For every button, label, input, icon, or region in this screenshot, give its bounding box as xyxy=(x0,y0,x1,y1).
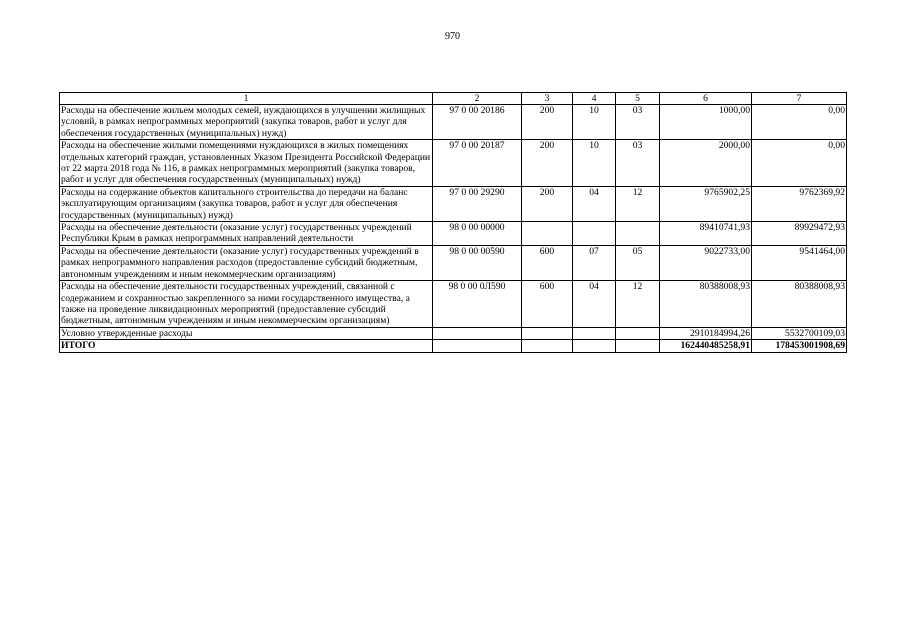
budget-table xyxy=(59,92,847,353)
amount-year-2: 0,00 xyxy=(752,105,847,140)
table-row xyxy=(60,281,847,328)
expense-type-code: 600 xyxy=(522,281,573,328)
table-row xyxy=(60,245,847,280)
total-empty-cell xyxy=(522,340,573,352)
total-row xyxy=(60,340,847,352)
section-code: 10 xyxy=(573,105,616,140)
header-col-1: 1 xyxy=(60,93,433,105)
table-row xyxy=(60,140,847,187)
total-empty-cell xyxy=(433,340,522,352)
expense-type-code xyxy=(522,222,573,246)
amount-year-1: 80388008,93 xyxy=(660,281,752,328)
expense-type-code: 600 xyxy=(522,245,573,280)
header-col-2: 2 xyxy=(433,93,522,105)
target-article-code: 97 0 00 20187 xyxy=(433,140,522,187)
expense-name: Условно утвержденные расходы xyxy=(60,327,433,339)
amount-year-1: 89410741,93 xyxy=(660,222,752,246)
header-col-6: 6 xyxy=(660,93,752,105)
subsection-code: 12 xyxy=(616,281,660,328)
total-amount-year-2: 178453001908,69 xyxy=(752,340,847,352)
page-number: 970 xyxy=(445,31,460,42)
target-article-code: 97 0 00 29290 xyxy=(433,186,522,221)
expense-name: Расходы на обеспечение жилыми помещениями нуждающихся в жилых помещениях отдельных категорий граждан, установленных Указом Президента Российской Федерации от 22 марта 2018 года № 116, в рамках непрограммных мероприятий (закупка товаров, работ и услуг для обеспечения государственных (муниципальных) нужд) xyxy=(60,140,433,187)
subsection-code: 03 xyxy=(616,140,660,187)
amount-year-1: 2910184994,26 xyxy=(660,327,752,339)
header-col-5: 5 xyxy=(616,93,660,105)
amount-year-1: 1000,00 xyxy=(660,105,752,140)
amount-year-2: 9541464,00 xyxy=(752,245,847,280)
amount-year-2: 89929472,93 xyxy=(752,222,847,246)
amount-year-2: 0,00 xyxy=(752,140,847,187)
target-article-code: 98 0 00 00000 xyxy=(433,222,522,246)
table-row xyxy=(60,222,847,246)
subsection-code: 05 xyxy=(616,245,660,280)
total-empty-cell xyxy=(573,340,616,352)
table-header-row xyxy=(60,93,847,105)
amount-year-2: 80388008,93 xyxy=(752,281,847,328)
subsection-code xyxy=(616,327,660,339)
expense-name: Расходы на обеспечение деятельности (оказание услуг) государственных учреждений Республики Крым в рамках непрограммных направлений деятельности xyxy=(60,222,433,246)
table-row xyxy=(60,186,847,221)
expense-name: Расходы на содержание объектов капитального строительства до передачи на баланс эксплуатирующим организациям (закупка товаров, работ и услуг для обеспечения государственных (муниципальных) нужд) xyxy=(60,186,433,221)
section-code: 07 xyxy=(573,245,616,280)
total-empty-cell xyxy=(616,340,660,352)
expense-name: Расходы на обеспечение деятельности (оказание услуг) государственных учреждений в рамках непрограммного направления расходов (предоставление субсидий бюджетным, автономным учреждениям и иным некоммерческим организациям) xyxy=(60,245,433,280)
expense-type-code: 200 xyxy=(522,140,573,187)
subsection-code: 03 xyxy=(616,105,660,140)
header-col-7: 7 xyxy=(752,93,847,105)
amount-year-1: 9765902,25 xyxy=(660,186,752,221)
target-article-code: 98 0 00 00590 xyxy=(433,245,522,280)
expense-type-code xyxy=(522,327,573,339)
subsection-code xyxy=(616,222,660,246)
amount-year-2: 5532700109,03 xyxy=(752,327,847,339)
section-code: 04 xyxy=(573,281,616,328)
target-article-code: 97 0 00 20186 xyxy=(433,105,522,140)
expense-type-code: 200 xyxy=(522,186,573,221)
table-row xyxy=(60,327,847,339)
header-col-4: 4 xyxy=(573,93,616,105)
table-row xyxy=(60,105,847,140)
section-code xyxy=(573,327,616,339)
expense-name: Расходы на обеспечение жильем молодых семей, нуждающихся в улучшении жилищных условий, в рамках непрограммных мероприятий (закупка товаров, работ и услуг для обеспечения государственных (муниципальных) нужд) xyxy=(60,105,433,140)
section-code xyxy=(573,222,616,246)
amount-year-2: 9762369,92 xyxy=(752,186,847,221)
subsection-code: 12 xyxy=(616,186,660,221)
amount-year-1: 2000,00 xyxy=(660,140,752,187)
header-col-3: 3 xyxy=(522,93,573,105)
target-article-code: 98 0 00 0Л590 xyxy=(433,281,522,328)
total-amount-year-1: 162440485258,91 xyxy=(660,340,752,352)
expense-name: Расходы на обеспечение деятельности государственных учреждений, связанной с содержанием и сохранностью закрепленного за ними государственного имущества, а также на проведение ликвидационных мероприятий (предоставление субсидий бюджетным, автономным учреждениям и иным некоммерческим организациям) xyxy=(60,281,433,328)
expense-type-code: 200 xyxy=(522,105,573,140)
target-article-code xyxy=(433,327,522,339)
section-code: 04 xyxy=(573,186,616,221)
total-label: ИТОГО xyxy=(60,340,433,352)
section-code: 10 xyxy=(573,140,616,187)
amount-year-1: 9022733,00 xyxy=(660,245,752,280)
